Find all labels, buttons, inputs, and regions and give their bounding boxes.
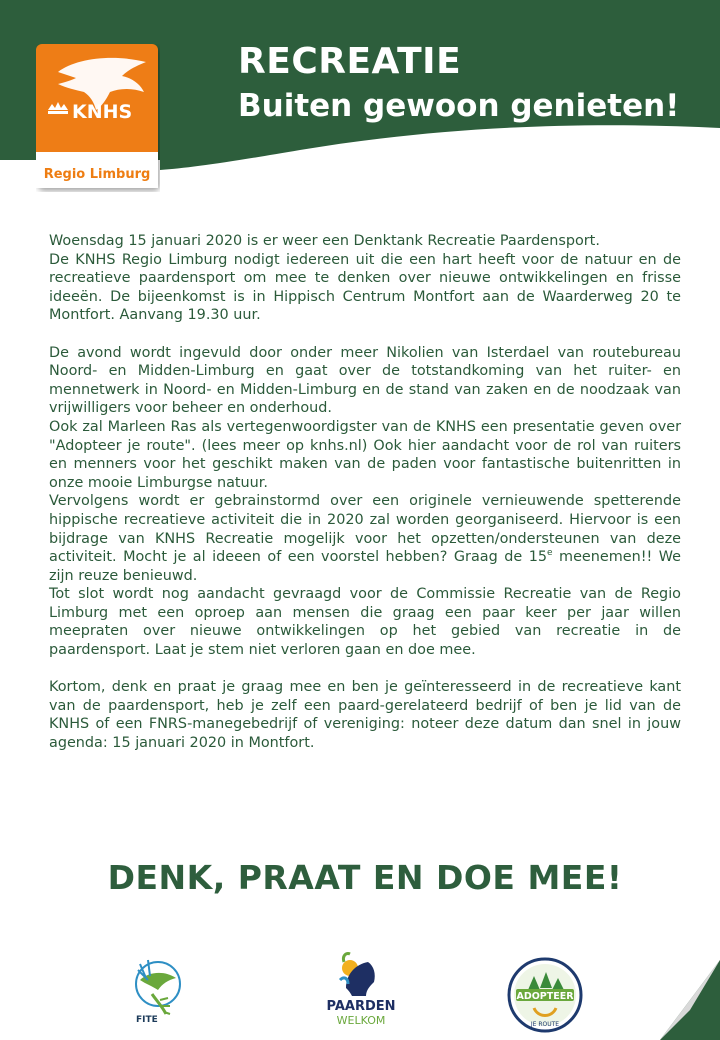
- paarden-label-line2: WELKOM: [336, 1014, 386, 1027]
- logo-brand-text: KNHS: [72, 101, 133, 123]
- paragraph-intro: De KNHS Regio Limburg nodigt iedereen uit die een hart heeft voor de natuur en de recreatieve paardensport om mee te denken over nieuwe ontwikkelingen en frisse ideeën. De bijeenkomst is in Hippisch Centrum Montfort aan de Waarderweg 20 te Montfort. Aanvang 19.30 uur.: [49, 251, 681, 324]
- adopteer-label-line2: JE ROUTE: [530, 1021, 560, 1028]
- brainstorm-text: Vervolgens wordt er gebrainstormd over een originele vernieuwende spetterende hippische recreatieve activiteit die in 2020 zal worden georganiseerd. Hiervoor is een bijdrage van KNHS Recreatie mogelijk voor het opzetten/ondersteunen van deze activiteit. Mocht je al ideeen of een voorstel hebben? Graag de 15: [49, 493, 681, 566]
- adopteer-label-line1: ADOPTEER: [516, 991, 574, 1002]
- logo-region-text: Regio Limburg: [43, 167, 151, 182]
- paragraph-intro-date: Woensdag 15 januari 2020 is er weer een Denktank Recreatie Paardensport.: [49, 233, 600, 249]
- call-to-action: DENK, PRAAT EN DOE MEE!: [107, 858, 623, 897]
- page-curl-decoration: [650, 960, 720, 1040]
- fite-label: FITE: [136, 1015, 158, 1025]
- adopteer-je-route-logo: [506, 956, 584, 1034]
- page-title: RECREATIE: [238, 41, 462, 82]
- fite-logo: [118, 950, 188, 1032]
- paragraph-brainstorm: [49, 492, 681, 585]
- paarden-label-line1: PAARDEN: [326, 999, 396, 1014]
- paragraph-program: De avond wordt ingevuld door onder meer Nikolien van Isterdael van routebureau Noord- en Midden-Limburg en gaat over de totstandkoming van het ruiter- en mennetwerk in Noord- en Midden-Limburg en de stand van zaken en de noodzaak van vrijwilligers voor beheer en onderhoud.: [49, 344, 681, 417]
- knhs-logo: [36, 44, 160, 192]
- paarden-welkom-logo: [316, 950, 406, 1030]
- paragraph-presentation: Ook zal Marleen Ras als vertegenwoordigster van de KNHS een presentatie geven over "Adopteer je route". (lees meer op knhs.nl) Ook hier aandacht voor de rol van ruiters en menners voor het geschikt maken van de paden voor fantastische buitenritten in onze mooie Limburgse natuur.: [49, 418, 681, 491]
- paragraph-summary: Kortom, denk en praat je graag mee en ben je geïnteresseerd in de recreatieve kant van de paardensport, heb je zelf een paard-gerelateerd bedrijf of ben je lid van de KNHS of een FNRS-manegebedrijf of vereniging: noteer deze datum dan snel in jouw agenda: 15 januari 2020 in Montfort.: [49, 679, 681, 752]
- brainstorm-text-end: meenemen!! We zijn reuze benieuwd.: [49, 549, 681, 584]
- page-subtitle: Buiten gewoon genieten!: [238, 88, 680, 124]
- ordinal-suffix: e: [547, 548, 553, 559]
- body-text: [49, 232, 681, 753]
- paragraph-commission: Tot slot wordt nog aandacht gevraagd voor de Commissie Recreatie van de Regio Limburg met een oproep aan mensen die graag een paar keer per jaar willen meepraten over nieuwe ontwikkelingen op het gebied van recreatie in de paardensport. Laat je stem niet verloren gaan en doe mee.: [49, 586, 681, 659]
